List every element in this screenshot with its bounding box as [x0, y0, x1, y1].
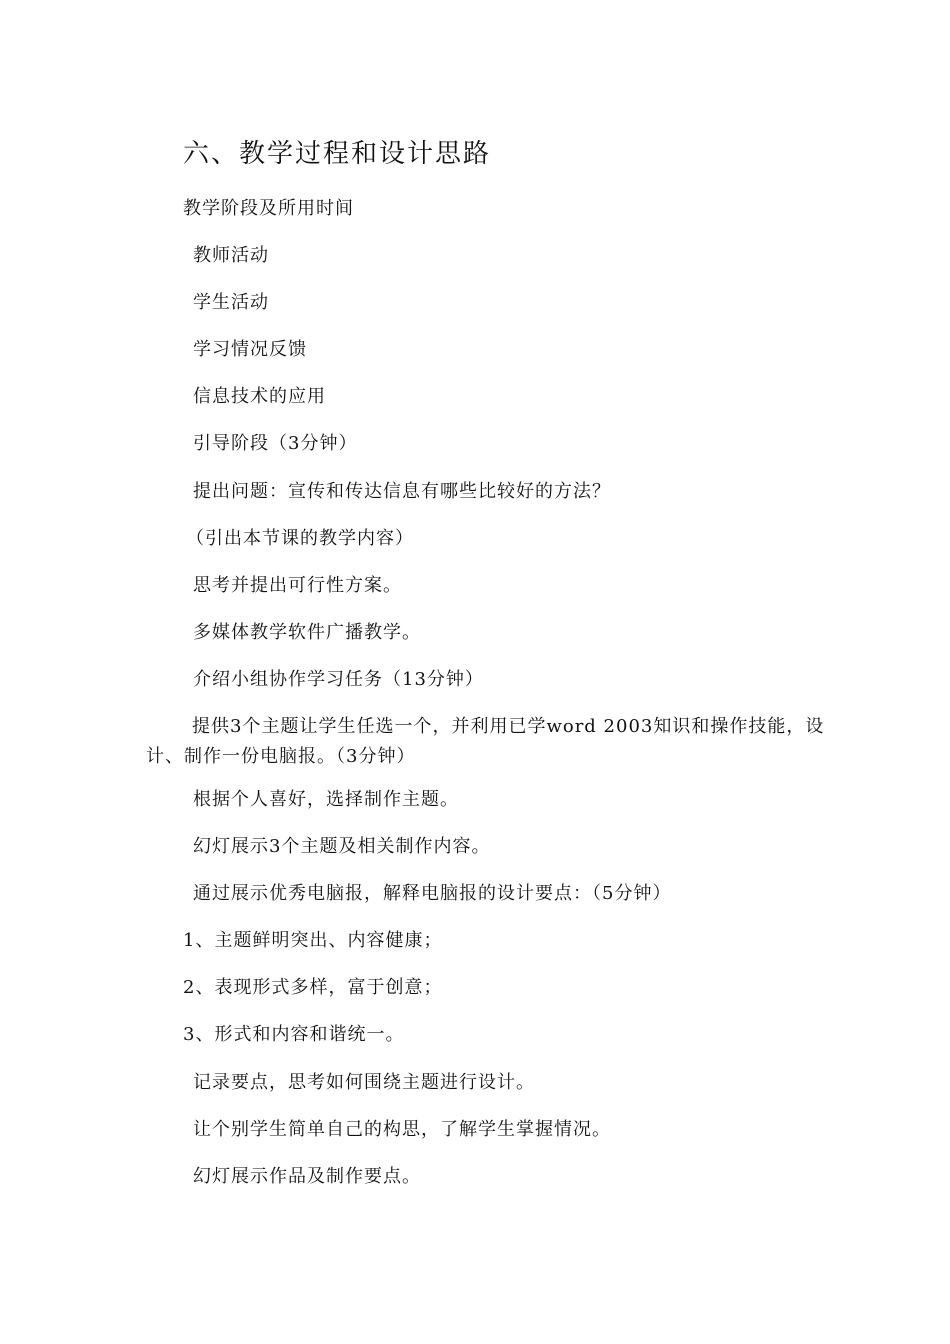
paragraph-think-plan: 思考并提出可行性方案。: [193, 575, 402, 596]
list-item-1: 1、主题鲜明突出、内容健康；: [183, 930, 443, 951]
paragraph-teaching-stage: 教学阶段及所用时间: [183, 198, 354, 219]
paragraph-group-task: 介绍小组协作学习任务（13分钟）: [193, 669, 484, 690]
paragraph-teacher-activity: 教师活动: [193, 245, 269, 266]
paragraph-student-ideas: 让个别学生简单自己的构思，了解学生掌握情况。: [193, 1119, 611, 1140]
paragraph-guide-stage: 引导阶段（3分钟）: [193, 433, 358, 454]
paragraph-design-points: 通过展示优秀电脑报，解释电脑报的设计要点：（5分钟）: [193, 883, 672, 904]
paragraph-choose-theme: 根据个人喜好，选择制作主题。: [193, 789, 459, 810]
paragraph-student-activity: 学生活动: [193, 292, 269, 313]
paragraph-provide-themes: 提供3个主题让学生任选一个，并利用已学word 2003知识和操作技能，设计、制作一份电脑报。（3分钟）: [146, 716, 825, 767]
paragraph-it-application: 信息技术的应用: [193, 386, 326, 407]
list-item-2: 2、表现形式多样，富于创意；: [183, 977, 443, 998]
paragraph-question: 提出问题：宣传和传达信息有哪些比较好的方法？: [193, 481, 611, 502]
list-item-3: 3、形式和内容和谐统一。: [183, 1024, 405, 1045]
paragraph-slide-themes: 幻灯展示3个主题及相关制作内容。: [193, 836, 491, 857]
paragraph-learning-feedback: 学习情况反馈: [193, 339, 307, 360]
paragraph-introduce-content: （引出本节课的教学内容）: [186, 528, 414, 549]
paragraph-record-points: 记录要点，思考如何围绕主题进行设计。: [193, 1072, 535, 1093]
section-heading: 六、教学过程和设计思路: [183, 139, 492, 169]
paragraph-slide-works: 幻灯展示作品及制作要点。: [193, 1166, 421, 1187]
paragraph-multimedia: 多媒体教学软件广播教学。: [193, 622, 421, 643]
